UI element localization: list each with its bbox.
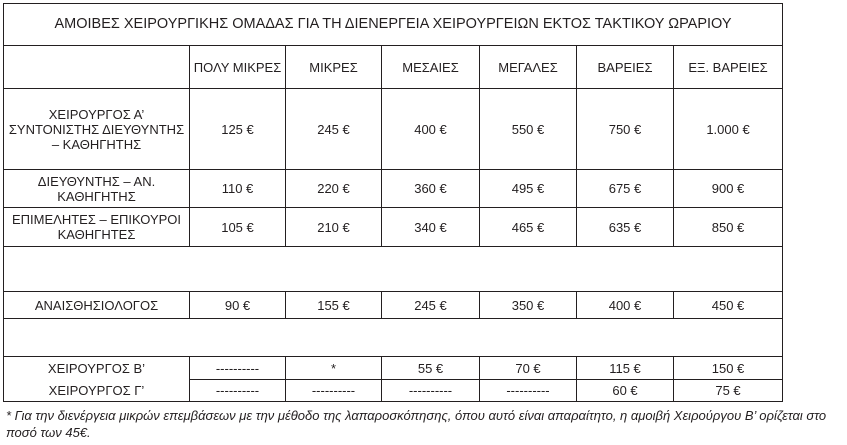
column-header-medium: ΜΕΣΑΙΕΣ <box>382 46 480 89</box>
fee-cell: 105 € <box>190 208 286 247</box>
fee-cell: 55 € <box>382 357 480 380</box>
column-header-large: ΜΕΓΑΛΕΣ <box>480 46 577 89</box>
spacer-row <box>4 247 783 292</box>
row-label: ΔΙΕΥΘΥΝΤΗΣ – ΑΝ. ΚΑΘΗΓΗΤΗΣ <box>4 170 190 208</box>
fee-cell: 340 € <box>382 208 480 247</box>
column-header-heavy: ΒΑΡΕΙΕΣ <box>577 46 674 89</box>
fee-cell: 155 € <box>286 292 382 319</box>
spacer-cell <box>4 247 783 292</box>
fee-cell: 350 € <box>480 292 577 319</box>
column-header-very-small: ΠΟΛΥ ΜΙΚΡΕΣ <box>190 46 286 89</box>
row-label: ΧΕΙΡΟΥΡΓΟΣ Γ’ <box>4 380 190 402</box>
fee-cell: 635 € <box>577 208 674 247</box>
fee-cell: ---------- <box>382 380 480 402</box>
table-row <box>4 380 783 402</box>
fee-cell: 1.000 € <box>674 89 783 170</box>
fee-cell: 495 € <box>480 170 577 208</box>
fee-cell: 220 € <box>286 170 382 208</box>
fee-cell: 550 € <box>480 89 577 170</box>
fee-cell: 90 € <box>190 292 286 319</box>
fee-cell: 150 € <box>674 357 783 380</box>
fee-cell: 125 € <box>190 89 286 170</box>
row-label: ΧΕΙΡΟΥΡΓΟΣ Α’ ΣΥΝΤΟΝΙΣΤΗΣ ΔΙΕΥΘΥΝΤΗΣ – ΚΑΘΗΓΗΤΗΣ <box>4 89 190 170</box>
fee-cell: 900 € <box>674 170 783 208</box>
table-row <box>4 357 783 380</box>
row-label: ΑΝΑΙΣΘΗΣΙΟΛΟΓΟΣ <box>4 292 190 319</box>
fee-cell: 400 € <box>577 292 674 319</box>
fee-cell: 750 € <box>577 89 674 170</box>
table-title: ΑΜΟΙΒΕΣ ΧΕΙΡΟΥΡΓΙΚΗΣ ΟΜΑΔΑΣ ΓΙΑ ΤΗ ΔΙΕΝΕΡΓΕΙΑ ΧΕΙΡΟΥΡΓΕΙΩΝ ΕΚΤΟΣ ΤΑΚΤΙΚΟΥ ΩΡΑΡΙΟΥ <box>4 4 783 46</box>
table-row <box>4 170 783 208</box>
fee-cell: 400 € <box>382 89 480 170</box>
fee-cell: 675 € <box>577 170 674 208</box>
row-label: ΕΠΙΜΕΛΗΤΕΣ – ΕΠΙΚΟΥΡΟΙ ΚΑΘΗΓΗΤΕΣ <box>4 208 190 247</box>
column-header-small: ΜΙΚΡΕΣ <box>286 46 382 89</box>
fee-cell: 465 € <box>480 208 577 247</box>
fee-cell: 360 € <box>382 170 480 208</box>
column-header-extra-heavy: ΕΞ. ΒΑΡΕΙΕΣ <box>674 46 783 89</box>
header-row <box>4 46 783 89</box>
fee-cell: 850 € <box>674 208 783 247</box>
table-row <box>4 292 783 319</box>
table-row <box>4 208 783 247</box>
spacer-cell <box>4 319 783 357</box>
spacer-row <box>4 319 783 357</box>
footnote: * Για την διενέργεια μικρών επεμβάσεων με την μέθοδο της λαπαροσκόπησης, όπου αυτό είναι απαραίτητο, η αμοιβή Χειρούργου Β’ ορίζεται στο ποσό των 45€. <box>6 408 827 440</box>
fee-cell: 245 € <box>286 89 382 170</box>
fee-cell: 210 € <box>286 208 382 247</box>
fee-cell: ---------- <box>286 380 382 402</box>
fee-cell: 450 € <box>674 292 783 319</box>
fees-document <box>3 3 782 402</box>
header-corner-cell <box>4 46 190 89</box>
fees-table <box>3 3 783 402</box>
fee-cell: 115 € <box>577 357 674 380</box>
table-row <box>4 89 783 170</box>
fee-cell: ---------- <box>190 357 286 380</box>
fee-cell: 60 € <box>577 380 674 402</box>
fee-cell: ---------- <box>190 380 286 402</box>
fee-cell: 245 € <box>382 292 480 319</box>
fee-cell: 110 € <box>190 170 286 208</box>
fee-cell: 70 € <box>480 357 577 380</box>
fee-cell: 75 € <box>674 380 783 402</box>
row-label: ΧΕΙΡΟΥΡΓΟΣ Β’ <box>4 357 190 380</box>
fee-cell: * <box>286 357 382 380</box>
fee-cell: ---------- <box>480 380 577 402</box>
